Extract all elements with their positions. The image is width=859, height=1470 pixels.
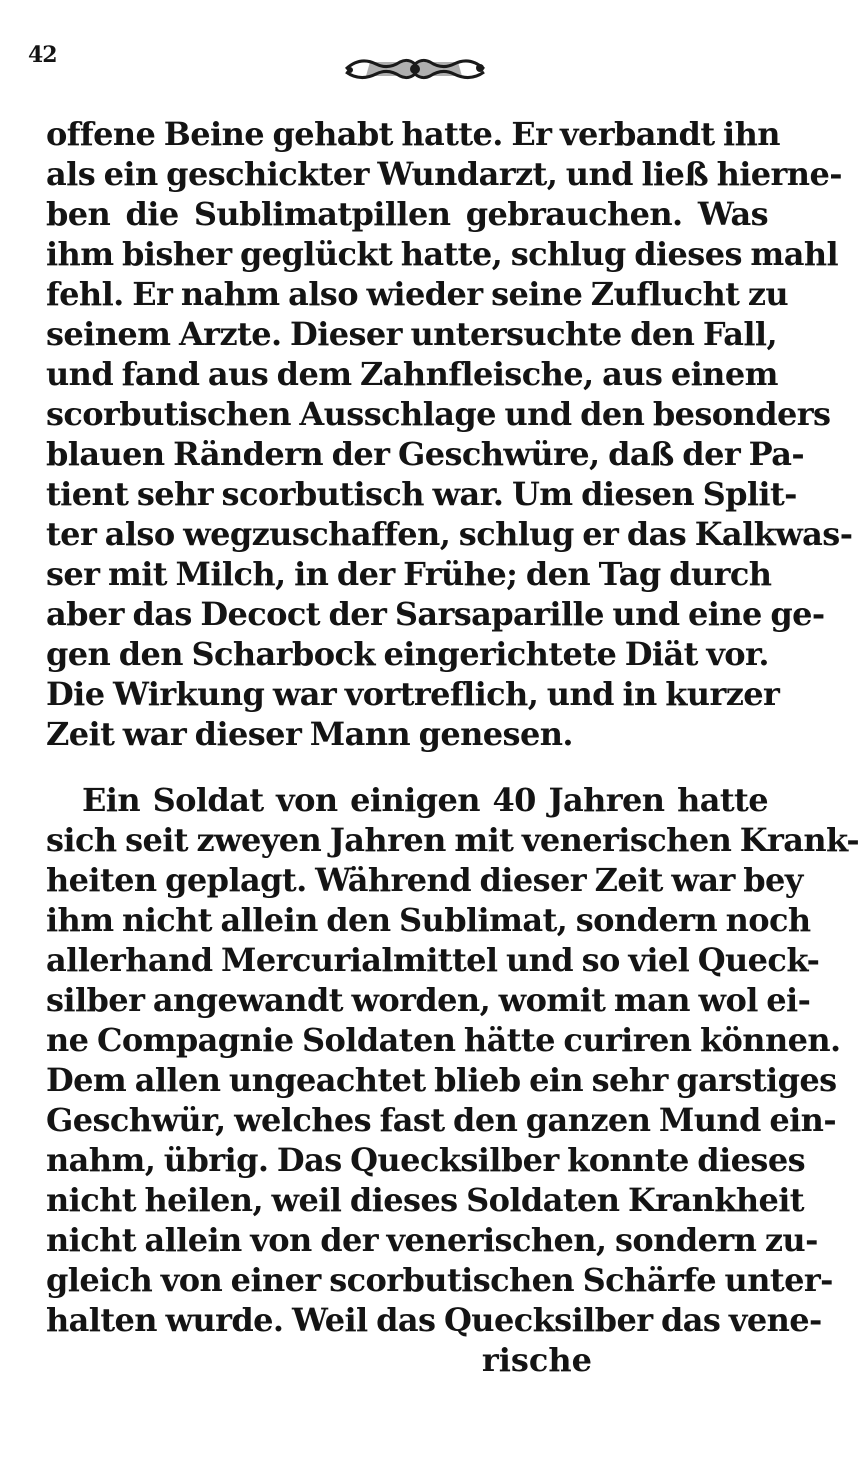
text-line: silber angewandt worden, womit man wol ei- bbox=[46, 981, 811, 1019]
text-line: heiten geplagt. Während dieser Zeit war bey bbox=[46, 861, 803, 899]
text-line: und fand aus dem Zahnfleische, aus einem bbox=[46, 355, 778, 393]
text-line: Dem allen ungeachtet blieb ein sehr garstiges bbox=[46, 1061, 837, 1099]
text-line: allerhand Mercurialmittel und so viel Queck- bbox=[46, 941, 820, 979]
page-number: 42 bbox=[28, 42, 57, 68]
text-line: seinem Arzte. Dieser untersuchte den Fall, bbox=[46, 315, 778, 353]
text-line: halten wurde. Weil das Quecksilber das vene- bbox=[46, 1301, 822, 1339]
text-line: nicht heilen, weil dieses Soldaten Krankheit bbox=[46, 1181, 804, 1219]
text-line: tient sehr scorbutisch war. Um diesen Split- bbox=[46, 475, 797, 513]
text-line: blauen Rändern der Geschwüre, daß der Pa- bbox=[46, 435, 805, 473]
header-ornament-icon bbox=[340, 50, 490, 88]
paragraph-2 bbox=[46, 780, 859, 1340]
text-line: ihm nicht allein den Sublimat, sondern noch bbox=[46, 901, 811, 939]
catchword: rische bbox=[481, 1341, 592, 1379]
body-text bbox=[46, 114, 859, 1380]
text-line: Geschwür, welches fast den ganzen Mund ein- bbox=[46, 1101, 837, 1139]
text-line: ihm bisher geglückt hatte, schlug dieses mahl bbox=[46, 235, 839, 273]
paragraph-1 bbox=[46, 114, 853, 754]
text-line: nicht allein von der venerischen, sondern zu- bbox=[46, 1221, 818, 1259]
text-line: gen den Scharbock eingerichtete Diät vor. bbox=[46, 635, 769, 673]
text-line: ser mit Milch, in der Frühe; den Tag durch bbox=[46, 555, 772, 593]
text-line: ben die Sublimatpillen gebrauchen. Was bbox=[46, 195, 768, 233]
text-line: ter also wegzuschaffen, schlug er das Kalkwas- bbox=[46, 515, 853, 553]
text-line: gleich von einer scorbutischen Schärfe unter- bbox=[46, 1261, 833, 1299]
text-line: aber das Decoct der Sarsaparille und eine ge- bbox=[46, 595, 825, 633]
text-line: offene Beine gehabt hatte. Er verbandt ihn bbox=[46, 115, 780, 153]
text-line: scorbutischen Ausschlage und den besonders bbox=[46, 395, 831, 433]
text-line: als ein geschickter Wundarzt, und ließ hierne- bbox=[46, 155, 842, 193]
text-line: Zeit war dieser Mann genesen. bbox=[46, 715, 573, 753]
text-line: fehl. Er nahm also wieder seine Zuflucht zu bbox=[46, 275, 789, 313]
text-line: Die Wirkung war vortreflich, und in kurzer bbox=[46, 675, 780, 713]
paragraph-gap bbox=[46, 754, 768, 780]
text-line: ne Compagnie Soldaten hätte curiren können. bbox=[46, 1021, 841, 1059]
text-line: nahm, übrig. Das Quecksilber konnte dieses bbox=[46, 1141, 805, 1179]
text-line: Ein Soldat von einigen 40 Jahren hatte bbox=[82, 781, 768, 819]
text-line: sich seit zweyen Jahren mit venerischen Krank- bbox=[46, 821, 859, 859]
